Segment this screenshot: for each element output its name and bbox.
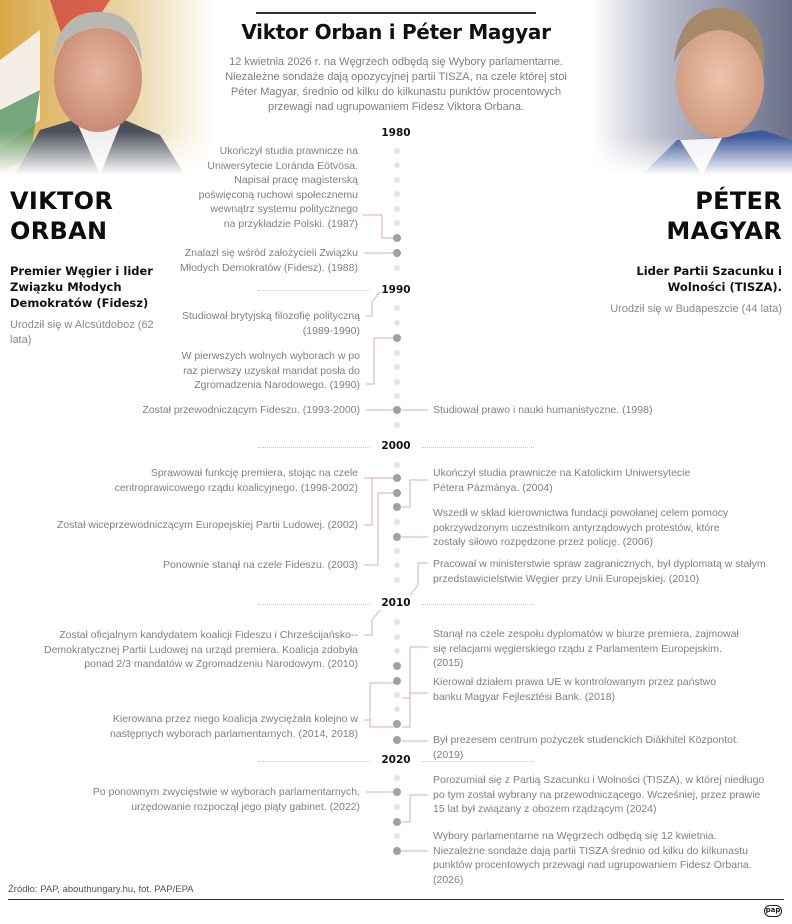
year-dot <box>394 206 400 212</box>
year-dot <box>394 320 400 326</box>
decade-label: 1990 <box>381 284 411 296</box>
name-line-1: VIKTOR <box>10 187 114 215</box>
name-line-2: MAGYAR <box>666 217 782 245</box>
year-dot <box>394 148 400 154</box>
footer-rule <box>8 899 784 900</box>
decade-separator <box>258 604 370 605</box>
year-dot <box>394 519 400 525</box>
year-dot <box>394 393 400 399</box>
year-dot-active <box>393 503 401 511</box>
year-dot <box>394 191 400 197</box>
orban-event: Ukończył studia prawnicze na Uniwersytecie Loránda Eötvösa. Napisał pracę magisterską poświęconą ruchowi społecznemu wewnątrz systemu politycznego na przykładzie Polski. (1987) <box>198 145 358 230</box>
year-dot-active <box>393 489 401 497</box>
year-dot <box>394 364 400 370</box>
decade-label: 2000 <box>381 440 411 452</box>
year-dot <box>394 775 400 781</box>
magyar-event: Ukończył studia prawnicze na Katolickim Uniwersytecie Pétera Pázmánya. (2004) <box>433 467 691 494</box>
decade-label: 1980 <box>381 127 411 139</box>
year-dot-active <box>393 818 401 826</box>
year-dot-active <box>393 788 401 796</box>
year-dot-active <box>393 847 401 855</box>
name-line-1: PÉTER <box>695 187 782 215</box>
pap-logo-icon: pap <box>764 905 782 917</box>
orban-event: Został przewodniczącym Fideszu. (1993-2000) <box>142 404 360 416</box>
year-dot-active <box>393 234 401 242</box>
year-dot <box>394 220 400 226</box>
magyar-event: Pracował w ministerstwie spraw zagranicznych, był dyplomatą w stałym przedstawicielstwie Węgier przy Unii Europejskiej. (2010) <box>433 558 766 585</box>
orban-event: Kierowana przez niego koalicja zwyciężała kolejno w następnych wyborach parlamentarnych. (2014, 2018) <box>109 713 358 740</box>
orban-event: Został wiceprzewodniczącym Europejskiej Partii Ludowej. (2002) <box>56 519 358 531</box>
photo-viktor-orban <box>0 0 215 175</box>
year-dot-active <box>393 406 401 414</box>
orban-event: Sprawował funkcję premiera, stojąc na czele centroprawicowego rządu koalicyjnego. (1998-2002) <box>114 467 358 494</box>
magyar-event: Stanął na czele zespołu dyplomatów w biurze premiera, zajmował się relacjami węgierskiego rządu z Parlamentem Europejskim. (2015) <box>433 628 739 669</box>
year-dot <box>394 706 400 712</box>
year-dot <box>394 462 400 468</box>
decade-separator <box>258 447 370 448</box>
year-dot <box>394 562 400 568</box>
name-line-2: ORBAN <box>10 217 108 245</box>
magyar-event: Porozumiał się z Partią Szacunku i Wolności (TISZA), w której niedługo po tym został wybrany na przewodniczącego. Wcześniej, przez prawie 15 lat był związany z obozem rządzącym (2024) <box>433 774 765 815</box>
year-dot <box>394 648 400 654</box>
orban-event: Po ponownym zwycięstwie w wyborach parlamentarnych, urzędowanie rozpoczął jego piąty gabinet. (2022) <box>92 786 360 813</box>
born-peter-magyar: Urodził się w Budapeszcie (44 lata) <box>610 303 782 315</box>
name-peter-magyar <box>666 186 782 246</box>
photo-peter-magyar <box>592 0 792 175</box>
year-dot-active <box>393 533 401 541</box>
orban-event: W pierwszych wolnych wyborach w po raz pierwszy uzyskał mandat posła do Zgromadzenia Narodowego. (1990) <box>181 350 360 391</box>
lead-text: 12 kwietnia 2026 r. na Węgrzech odbędą się Wybory parlamentarne. Niezależne sondaże dają opozycyjnej partii TISZA, na czele której stoi Péter Magyar, średnio od kilku do kilkunastu punktów procentowych przewagi nad ugrupowaniem Fidesz Viktora Orbana. <box>225 56 567 113</box>
magyar-event: Kierował działem prawa UE w kontrolowanym przez państwo banku Magyar Fejlesztési Bank. (2018) <box>433 676 717 703</box>
year-dot-active <box>393 249 401 257</box>
name-viktor-orban <box>10 186 113 246</box>
year-dot <box>394 619 400 625</box>
magyar-event: Był prezesem centrum pożyczek studenckich Diákhitel Központot. (2019) <box>433 734 739 761</box>
title-rule <box>256 12 536 14</box>
orban-event: Znalazł się wśród założycieli Związku Młodych Demokratów (Fidesz). (1988) <box>180 247 358 274</box>
decade-separator <box>422 447 534 448</box>
year-dot <box>394 379 400 385</box>
magyar-event: Wybory parlamentarne na Węgrzech odbędą się 12 kwietnia. Niezależne sondaże dają partii TISZA średnio od kilku do kilkunastu punktów procentowych przewagi nad ugrupowaniem Fidesz Orbana. (2026) <box>433 830 752 886</box>
decade-separator <box>258 761 370 762</box>
source-credit: Źródło: PAP, abouthungary.hu, fot. PAP/EPA <box>8 884 194 895</box>
page-title: Viktor Orban i Péter Magyar <box>241 20 551 44</box>
year-dot <box>394 833 400 839</box>
role-viktor-orban: Premier Węgier i lider Związku Młodych Demokratów (Fidesz) <box>10 264 153 310</box>
magyar-event: Wszedł w skład kierownictwa fundacji powołanej celem pomocy pokrzywdzonym uczestnikom antyrządowych protestów, które zostały siłowo rozpędzone przez policję. (2006) <box>433 507 729 548</box>
year-dot-active <box>393 677 401 685</box>
year-dot <box>394 692 400 698</box>
year-dot <box>394 350 400 356</box>
decade-label: 2010 <box>381 597 411 609</box>
year-dot-active <box>393 720 401 728</box>
year-dot <box>394 162 400 168</box>
year-dot <box>394 305 400 311</box>
decade-label: 2020 <box>381 754 411 766</box>
decade-separator <box>422 604 534 605</box>
year-dot <box>394 804 400 810</box>
year-dot-active <box>393 736 401 744</box>
year-dot <box>394 422 400 428</box>
decade-separator <box>258 290 370 291</box>
year-dot <box>394 548 400 554</box>
year-dot <box>394 577 400 583</box>
year-dot <box>394 634 400 640</box>
orban-event: Został oficjalnym kandydatem koalicji Fideszu i Chrześcijańsko--Demokratycznej Partii Ludowej na urząd premiera. Koalicja zdobyła ponad 2/3 mandatów w Zgromadzeniu Narodowym. (2010) <box>44 629 358 670</box>
year-dot <box>394 265 400 271</box>
year-dot <box>394 177 400 183</box>
year-dot-active <box>393 662 401 670</box>
year-dot-active <box>393 334 401 342</box>
born-viktor-orban: Urodził się w Alcsútdoboz (62 lata) <box>10 319 154 346</box>
magyar-event: Studiował prawo i nauki humanistyczne. (1998) <box>433 404 653 416</box>
orban-event: Ponownie stanął na czele Fideszu. (2003) <box>163 559 358 571</box>
orban-event: Studiował brytyjską filozofię polityczną (1989-1990) <box>182 310 360 337</box>
role-peter-magyar: Lider Partii Szacunku i Wolności (TISZA). <box>636 264 782 294</box>
year-dot-active <box>393 474 401 482</box>
